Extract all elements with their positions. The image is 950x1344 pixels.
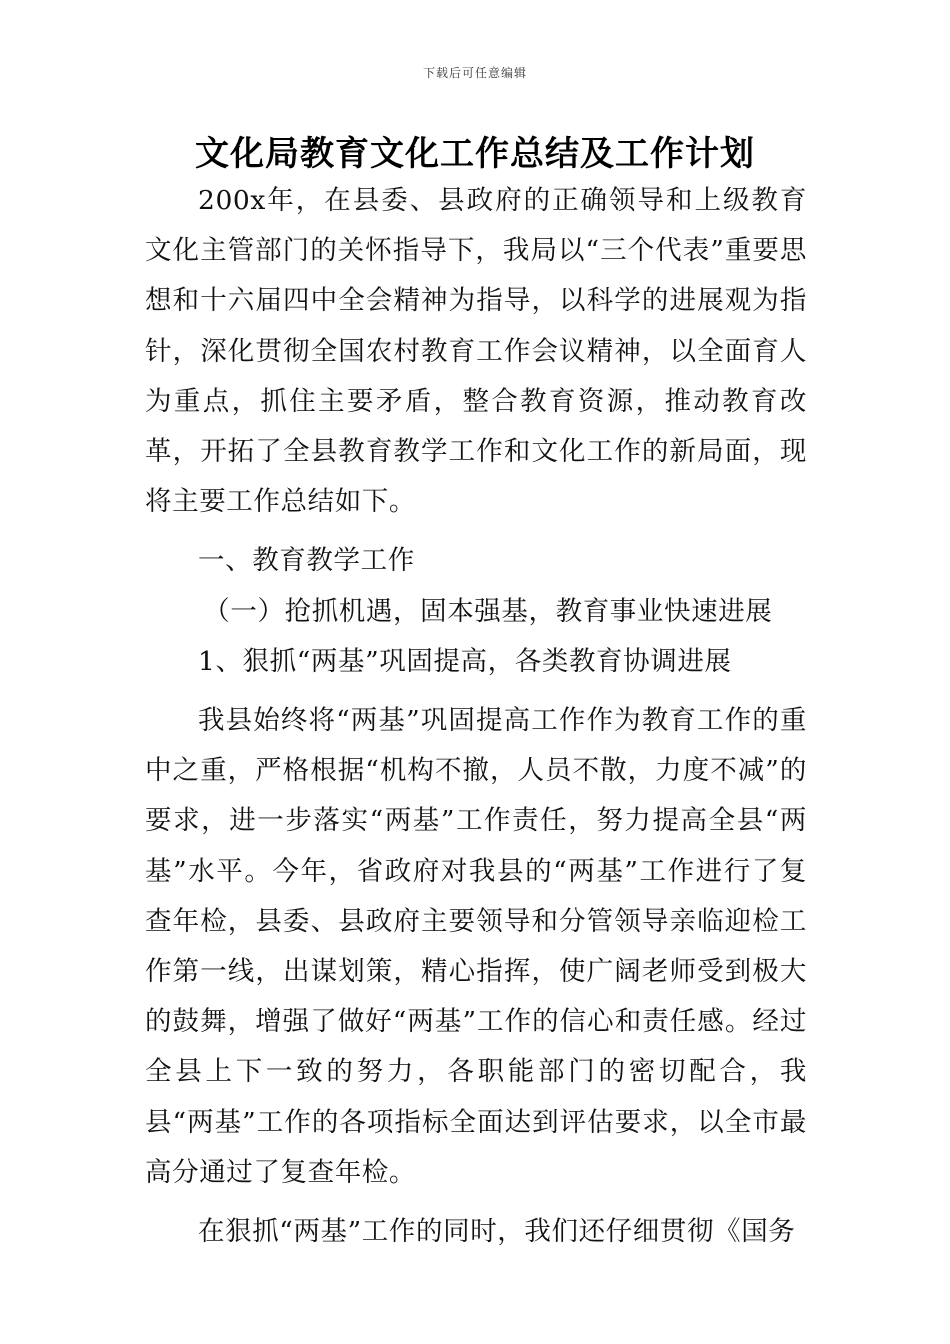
intro-paragraph: 200x年，在县委、县政府的正确领导和上级教育文化主管部门的关怀指导下，我局以“三个代表”重要思想和十六届四中全会精神为指导，以科学的进展观为指针，深化贯彻全国农村教育工作会议精神，以全面育人为重点，抓住主要矛盾，整合教育资源，推动教育改革，开拓了全县教育教学工作和文化工作的新局面，现将主要工作总结如下。 [145,185,807,518]
paragraph-2: 我县始终将“两基”巩固提高工作作为教育工作的重中之重，严格根据“机构不撤，人员不散，力度不减”的要求，进一步落实“两基”工作责任，努力提高全县“两基”水平。今年，省政府对我县的“两基”工作进行了复查年检，县委、县政府主要领导和分管领导亲临迎检工作第一线，出谋划策，精心指挥，使广阔老师受到极大的鼓舞，增强了做好“两基”工作的信心和责任感。经过全县上下一致的努力，各职能部门的密切配合，我县“两基”工作的各项指标全面达到评估要求，以全市最高分通过了复查年检。 [145,705,807,1188]
header-note: 下载后可任意编辑 [422,66,527,80]
item-heading-1: 1、狠抓“两基”巩固提高，各类教育协调进展 [198,645,732,677]
paragraph-3: 在狠抓“两基”工作的同时，我们还仔细贯彻《国务 [198,1216,796,1248]
section-heading-1: 一、教育教学工作 [198,545,415,577]
document-title: 文化局教育文化工作总结及工作计划 [195,134,755,174]
subsection-heading-1: （一）抢抓机遇，固本强基，教育事业快速进展 [203,595,773,627]
document-body [145,176,807,1257]
